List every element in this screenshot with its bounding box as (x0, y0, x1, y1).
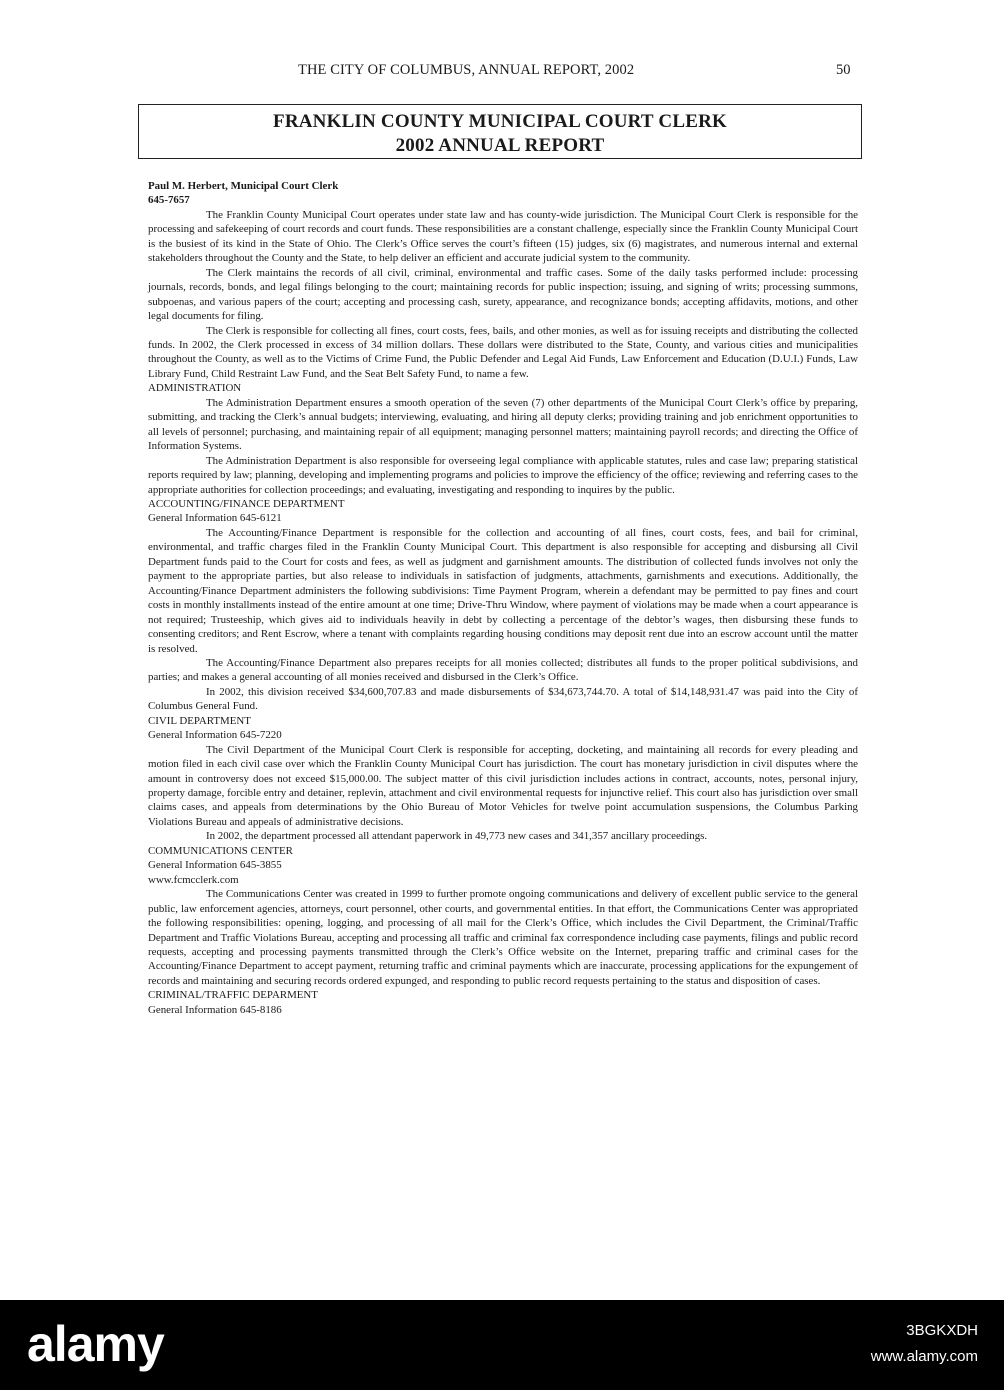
section-heading-accounting: ACCOUNTING/FINANCE DEPARTMENT (148, 497, 345, 510)
report-body (148, 179, 858, 1017)
intro-paragraph: The Clerk maintains the records of all civil, criminal, environmental and traffic cases. Some of the daily tasks performed include: processing journals, records, bonds, and legal filings belonging to the court; maintaining records for public inspection; issuing, and signing of writs; processing summons, subpoenas, and various papers of the court; accepting and processing cash, surety, appearance, and recognizance bonds; accepting affidavits, motions, and other legal documents for filing. (148, 266, 858, 323)
civil-paragraph: The Civil Department of the Municipal Court Clerk is responsible for accepting, docketing, and maintaining all records for every pleading and motion filed in each civil case over which the Franklin County Municipal Court has jurisdiction. The court has monetary jurisdiction in civil disputes where the amount in controversy does not exceed $15,000.00. The subject matter of this civil jurisdiction includes actions in contract, accounts, notes, personal injury, property damage, forcible entry and detainer, replevin, attachment and civil environmental requests for injunctive relief. This court also has jurisdiction over small claims cases, and appeals from determinations by the Ohio Bureau of Motor Vehicles for twelve point accumulation suspensions, the Columbus Parking Violations Bureau and appeals of administrative decisions. (148, 743, 858, 828)
criminal-info-line: General Information 645-8186 (148, 1003, 282, 1016)
administration-paragraph: The Administration Department is also responsible for overseeing legal compliance with applicable statutes, rules and case law; preparing statistical reports required by law; planning, developing and implementing programs and policies to improve the efficiency of the office; reviewing and referring cases to the appropriate authorities for collection proceedings; and evaluating, investigating and responding to inquires by the public. (148, 454, 858, 496)
accounting-paragraph: The Accounting/Finance Department also prepares receipts for all monies collected; distributes all funds to the proper political subdivisions, and parties; and makes a general accounting of all monies received and disbursed in the Clerk’s Office. (148, 656, 858, 684)
communications-info-line: General Information 645-3855 (148, 859, 282, 872)
stock-watermark-bar (0, 1300, 1004, 1390)
intro-paragraph: The Clerk is responsible for collecting all fines, court costs, fees, bails, and other monies, as well as for issuing receipts and distributing the collected funds. In 2002, the Clerk processed in excess of 34 million dollars. These dollars were distributed to the State, County, and various cities and municipalities throughout the County, as well as to the Victims of Crime Fund, the Public Defender and Legal Aid Funds, Law Enforcement and Education (D.U.I.) Funds, Law Library Fund, Child Restraint Law Fund, and the Seat Belt Safety Fund, to name a few. (148, 324, 858, 380)
intro-paragraph: The Franklin County Municipal Court operates under state law and has county-wide jurisdiction. The Municipal Court Clerk is responsible for the processing and safekeeping of court records and court funds. These responsibilities are a constant challenge, especially since the Franklin County Municipal Court is the busiest of its kind in the State of Ohio. The Clerk’s Office serves the court’s fifteen (15) judges, six (6) magistrates, and numerous internal and external stakeholders throughout the County and the State, to help deliver an efficient and accurate judicial system to the community. (148, 208, 858, 265)
watermark-site: www.alamy.com (870, 1348, 978, 1365)
civil-info-line: General Information 645-7220 (148, 729, 282, 742)
report-title-line-1: FRANKLIN COUNTY MUNICIPAL COURT CLERK (273, 111, 727, 132)
section-heading-civil: CIVIL DEPARTMENT (148, 714, 251, 727)
communications-paragraph: The Communications Center was created in 1999 to further promote ongoing communications and delivery of excellent public service to the general public, law enforcement agencies, attorneys, court personnel, other courts, and governmental entities. In that effort, the Communications Center was appropriated the following responsibilities: opening, logging, and processing of all mail for the Clerk’s Office, which includes the Civil Department, the Criminal/Traffic Department and Traffic Violations Bureau, accepting and processing all traffic and criminal fax correspondence including case payments, filings and public record requests, accepting and processing payments transmitted through the Clerk’s Office website on the Internet, preparing traffic and criminal cases for the Accounting/Finance Department to accept payment, returning traffic and criminal payments which are inaccurate, processing applications for the expungement of records and maintaining and securing records ordered expunged, and responding to public record requests pertaining to the status and disposition of cases. (148, 888, 858, 987)
section-heading-administration: ADMINISTRATION (148, 382, 242, 395)
running-title: THE CITY OF COLUMBUS, ANNUAL REPORT, 2002 (298, 62, 635, 78)
author-phone: 645-7657 (148, 194, 190, 207)
section-heading-criminal: CRIMINAL/TRAFFIC DEPARMENT (148, 989, 318, 1002)
section-heading-communications: COMMUNICATIONS CENTER (148, 844, 293, 857)
communications-website: www.fcmcclerk.com (148, 873, 239, 886)
administration-paragraph: The Administration Department ensures a smooth operation of the seven (7) other departments of the Municipal Court Clerk’s office by preparing, submitting, and tracking the Clerk’s annual budgets; interviewing, evaluating, and hiring all deputy clerks; providing training and job enrichment opportunities to all levels of personnel; purchasing, and maintaining repair of all equipment; managing personnel matters; maintaining payroll records; and directing the Office of Information Systems. (148, 396, 858, 453)
report-title-box (138, 104, 862, 159)
alamy-logo: alamy (27, 1316, 164, 1372)
accounting-paragraph: The Accounting/Finance Department is responsible for the collection and accounting of all fines, court costs, fees, and bail for criminal, environmental, and traffic charges filed in the Franklin County Municipal Court. This department is also responsible for accepting and disbursing all Civil Department funds paid to the Court for costs and fees, as well as judgment and garnishment amounts. The distribution of collected funds involves not only the payment to the appropriate parties, but also release to individuals in satisfaction of judgments, attachments, garnishments and executions. Additionally, the Accounting/Finance Department administers the following subdivisions: Time Payment Program, wherein a defendant may be permitted to pay fines and court costs in monthly installments instead of the entire amount at one time; Drive-Thru Window, where payment of violations may be made when a court appearance is not required; Trusteeship, which gives aid to individuals heavily in debt by collecting a percentage of the debtor’s wages, then disbursing these funds to consenting creditors; and Rent Escrow, where a tenant with complaints regarding housing conditions may deposit rent due into an escrow account until the matter is resolved. (148, 526, 858, 655)
accounting-info-line: General Information 645-6121 (148, 512, 282, 525)
report-title-line-2: 2002 ANNUAL REPORT (395, 135, 605, 156)
author-line: Paul M. Herbert, Municipal Court Clerk (148, 180, 339, 192)
civil-paragraph: In 2002, the department processed all attendant paperwork in 49,773 new cases and 341,357 ancillary proceedings. (206, 830, 708, 843)
page-number: 50 (836, 62, 851, 78)
accounting-paragraph: In 2002, this division received $34,600,707.83 and made disbursements of $34,673,744.70. A total of $14,148,931.47 was paid into the City of Columbus General Fund. (148, 685, 858, 713)
watermark-info (871, 1318, 978, 1370)
image-id: 3BGKXDH (906, 1322, 978, 1339)
